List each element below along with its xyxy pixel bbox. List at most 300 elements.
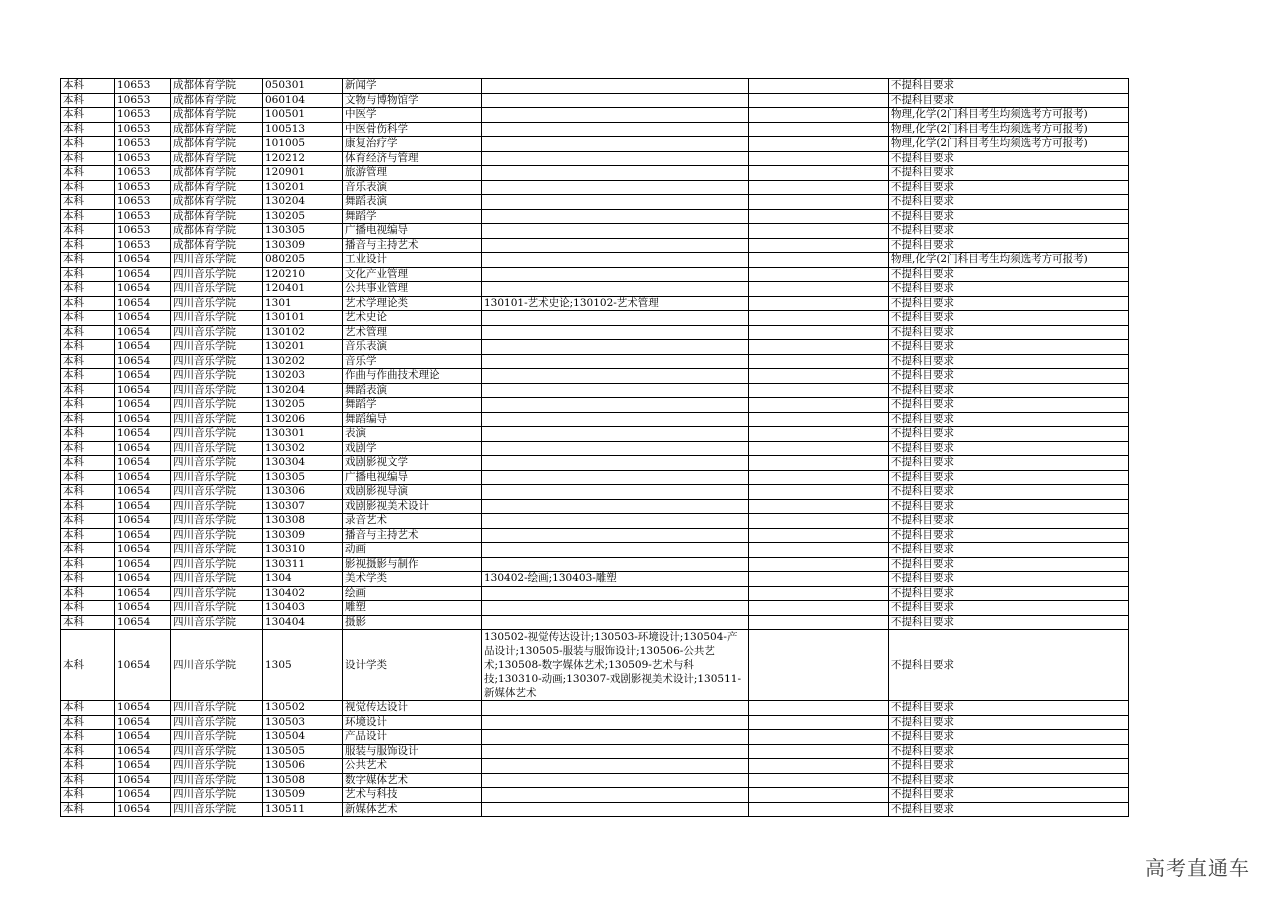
school-name-cell: 四川音乐学院 (171, 514, 263, 529)
school-code-cell: 10654 (115, 253, 171, 268)
subject-requirement-cell: 物理,化学(2门科目考生均须选考方可报考) (889, 253, 1129, 268)
major-name-cell: 舞蹈学 (343, 398, 482, 413)
table-row (61, 369, 1129, 384)
level-cell: 本科 (61, 701, 115, 716)
major-name-cell: 戏剧影视文学 (343, 456, 482, 471)
school-code-cell: 10654 (115, 427, 171, 442)
blank-cell (749, 398, 889, 413)
major-name-cell: 舞蹈表演 (343, 383, 482, 398)
level-cell: 本科 (61, 543, 115, 558)
blank-cell (749, 354, 889, 369)
major-code-cell: 130204 (263, 195, 343, 210)
major-name-cell: 音乐表演 (343, 340, 482, 355)
blank-cell (749, 224, 889, 239)
table-row (61, 340, 1129, 355)
major-name-cell: 美术学类 (343, 572, 482, 587)
major-code-cell: 130204 (263, 383, 343, 398)
level-cell: 本科 (61, 630, 115, 701)
major-code-cell: 130403 (263, 601, 343, 616)
level-cell: 本科 (61, 715, 115, 730)
level-cell: 本科 (61, 441, 115, 456)
subject-requirement-cell: 不提科目要求 (889, 93, 1129, 108)
blank-cell (749, 630, 889, 701)
major-code-cell: 130505 (263, 744, 343, 759)
major-code-cell: 100501 (263, 108, 343, 123)
major-name-cell: 公共事业管理 (343, 282, 482, 297)
level-cell: 本科 (61, 456, 115, 471)
blank-cell (749, 701, 889, 716)
subject-requirement-cell: 不提科目要求 (889, 470, 1129, 485)
included-majors-cell (482, 253, 749, 268)
major-code-cell: 130205 (263, 209, 343, 224)
major-name-cell: 艺术与科技 (343, 788, 482, 803)
school-code-cell: 10654 (115, 470, 171, 485)
school-name-cell: 四川音乐学院 (171, 311, 263, 326)
blank-cell (749, 601, 889, 616)
major-code-cell: 130402 (263, 586, 343, 601)
major-code-cell: 130307 (263, 499, 343, 514)
school-code-cell: 10653 (115, 93, 171, 108)
blank-cell (749, 238, 889, 253)
included-majors-cell (482, 586, 749, 601)
included-majors-cell (482, 730, 749, 745)
subject-requirement-cell: 不提科目要求 (889, 151, 1129, 166)
major-code-cell: 130503 (263, 715, 343, 730)
school-name-cell: 四川音乐学院 (171, 456, 263, 471)
school-code-cell: 10654 (115, 456, 171, 471)
included-majors-cell: 130402-绘画;130403-雕塑 (482, 572, 749, 587)
school-code-cell: 10654 (115, 412, 171, 427)
major-code-cell: 130509 (263, 788, 343, 803)
school-code-cell: 10654 (115, 383, 171, 398)
included-majors-cell (482, 137, 749, 152)
level-cell: 本科 (61, 572, 115, 587)
major-name-cell: 艺术史论 (343, 311, 482, 326)
level-cell: 本科 (61, 195, 115, 210)
school-name-cell: 成都体育学院 (171, 180, 263, 195)
level-cell: 本科 (61, 514, 115, 529)
table-row (61, 195, 1129, 210)
school-code-cell: 10654 (115, 441, 171, 456)
included-majors-cell (482, 802, 749, 817)
level-cell: 本科 (61, 586, 115, 601)
major-code-cell: 130508 (263, 773, 343, 788)
included-majors-cell (482, 311, 749, 326)
included-majors-cell (482, 282, 749, 297)
blank-cell (749, 296, 889, 311)
blank-cell (749, 730, 889, 745)
major-name-cell: 公共艺术 (343, 759, 482, 774)
school-name-cell: 成都体育学院 (171, 209, 263, 224)
school-name-cell: 成都体育学院 (171, 238, 263, 253)
blank-cell (749, 166, 889, 181)
school-code-cell: 10654 (115, 730, 171, 745)
included-majors-cell (482, 456, 749, 471)
included-majors-cell (482, 398, 749, 413)
table-row (61, 773, 1129, 788)
blank-cell (749, 195, 889, 210)
included-majors-cell (482, 543, 749, 558)
table-row (61, 730, 1129, 745)
major-name-cell: 体育经济与管理 (343, 151, 482, 166)
major-name-cell: 新媒体艺术 (343, 802, 482, 817)
school-name-cell: 四川音乐学院 (171, 701, 263, 716)
major-code-cell: 050301 (263, 79, 343, 94)
school-name-cell: 四川音乐学院 (171, 586, 263, 601)
table-row (61, 470, 1129, 485)
included-majors-cell (482, 759, 749, 774)
table-row (61, 615, 1129, 630)
included-majors-cell (482, 195, 749, 210)
school-code-cell: 10653 (115, 79, 171, 94)
subject-requirement-cell: 不提科目要求 (889, 485, 1129, 500)
included-majors-cell (482, 340, 749, 355)
major-code-cell: 130201 (263, 180, 343, 195)
level-cell: 本科 (61, 137, 115, 152)
school-name-cell: 四川音乐学院 (171, 572, 263, 587)
level-cell: 本科 (61, 253, 115, 268)
blank-cell (749, 499, 889, 514)
table-row (61, 601, 1129, 616)
subject-requirement-cell: 不提科目要求 (889, 601, 1129, 616)
included-majors-cell (482, 238, 749, 253)
blank-cell (749, 528, 889, 543)
level-cell: 本科 (61, 238, 115, 253)
table-row (61, 122, 1129, 137)
level-cell: 本科 (61, 369, 115, 384)
table-row (61, 253, 1129, 268)
major-code-cell: 130206 (263, 412, 343, 427)
major-name-cell: 广播电视编导 (343, 224, 482, 239)
table-row (61, 282, 1129, 297)
school-code-cell: 10653 (115, 108, 171, 123)
table-row (61, 788, 1129, 803)
table-row (61, 485, 1129, 500)
major-code-cell: 060104 (263, 93, 343, 108)
school-code-cell: 10654 (115, 601, 171, 616)
included-majors-cell (482, 788, 749, 803)
level-cell: 本科 (61, 282, 115, 297)
school-name-cell: 四川音乐学院 (171, 730, 263, 745)
school-name-cell: 四川音乐学院 (171, 354, 263, 369)
school-name-cell: 成都体育学院 (171, 122, 263, 137)
school-code-cell: 10654 (115, 630, 171, 701)
school-name-cell: 四川音乐学院 (171, 470, 263, 485)
subject-requirement-cell: 不提科目要求 (889, 730, 1129, 745)
school-code-cell: 10653 (115, 238, 171, 253)
level-cell: 本科 (61, 296, 115, 311)
school-name-cell: 四川音乐学院 (171, 441, 263, 456)
blank-cell (749, 485, 889, 500)
school-name-cell: 四川音乐学院 (171, 369, 263, 384)
school-name-cell: 四川音乐学院 (171, 398, 263, 413)
school-name-cell: 四川音乐学院 (171, 601, 263, 616)
school-code-cell: 10654 (115, 325, 171, 340)
included-majors-cell (482, 325, 749, 340)
level-cell: 本科 (61, 383, 115, 398)
table-row (61, 79, 1129, 94)
major-name-cell: 文化产业管理 (343, 267, 482, 282)
school-code-cell: 10654 (115, 701, 171, 716)
subject-requirement-cell: 不提科目要求 (889, 715, 1129, 730)
school-code-cell: 10654 (115, 572, 171, 587)
included-majors-cell (482, 427, 749, 442)
school-code-cell: 10654 (115, 398, 171, 413)
school-code-cell: 10654 (115, 340, 171, 355)
level-cell: 本科 (61, 615, 115, 630)
table-row (61, 93, 1129, 108)
subject-requirement-cell: 不提科目要求 (889, 456, 1129, 471)
school-name-cell: 四川音乐学院 (171, 715, 263, 730)
school-code-cell: 10654 (115, 528, 171, 543)
major-code-cell: 130102 (263, 325, 343, 340)
major-code-cell: 100513 (263, 122, 343, 137)
table-row (61, 630, 1129, 701)
subject-requirement-cell: 不提科目要求 (889, 557, 1129, 572)
blank-cell (749, 514, 889, 529)
level-cell: 本科 (61, 224, 115, 239)
school-name-cell: 四川音乐学院 (171, 759, 263, 774)
major-code-cell: 120210 (263, 267, 343, 282)
table-row (61, 383, 1129, 398)
major-name-cell: 舞蹈编导 (343, 412, 482, 427)
major-name-cell: 工业设计 (343, 253, 482, 268)
blank-cell (749, 325, 889, 340)
school-code-cell: 10654 (115, 802, 171, 817)
subject-requirement-cell: 不提科目要求 (889, 180, 1129, 195)
subject-requirement-cell: 不提科目要求 (889, 543, 1129, 558)
subject-requirement-cell: 物理,化学(2门科目考生均须选考方可报考) (889, 137, 1129, 152)
major-code-cell: 130404 (263, 615, 343, 630)
level-cell: 本科 (61, 79, 115, 94)
school-code-cell: 10654 (115, 715, 171, 730)
included-majors-cell (482, 93, 749, 108)
subject-requirement-cell: 不提科目要求 (889, 296, 1129, 311)
school-name-cell: 成都体育学院 (171, 151, 263, 166)
included-majors-cell (482, 557, 749, 572)
blank-cell (749, 93, 889, 108)
subject-requirement-cell: 不提科目要求 (889, 630, 1129, 701)
table-row (61, 108, 1129, 123)
table-row (61, 151, 1129, 166)
major-name-cell: 中医骨伤科学 (343, 122, 482, 137)
subject-requirement-cell: 不提科目要求 (889, 514, 1129, 529)
subject-requirement-cell: 不提科目要求 (889, 311, 1129, 326)
subject-requirement-cell: 不提科目要求 (889, 79, 1129, 94)
level-cell: 本科 (61, 744, 115, 759)
included-majors-cell (482, 383, 749, 398)
blank-cell (749, 586, 889, 601)
school-code-cell: 10654 (115, 744, 171, 759)
school-name-cell: 成都体育学院 (171, 93, 263, 108)
school-name-cell: 成都体育学院 (171, 79, 263, 94)
school-name-cell: 四川音乐学院 (171, 557, 263, 572)
level-cell: 本科 (61, 354, 115, 369)
school-name-cell: 四川音乐学院 (171, 267, 263, 282)
subject-requirement-cell: 不提科目要求 (889, 759, 1129, 774)
table-row (61, 412, 1129, 427)
major-name-cell: 数字媒体艺术 (343, 773, 482, 788)
blank-cell (749, 151, 889, 166)
blank-cell (749, 715, 889, 730)
blank-cell (749, 788, 889, 803)
major-name-cell: 产品设计 (343, 730, 482, 745)
school-code-cell: 10654 (115, 514, 171, 529)
major-name-cell: 动画 (343, 543, 482, 558)
major-code-cell: 101005 (263, 137, 343, 152)
included-majors-cell (482, 470, 749, 485)
level-cell: 本科 (61, 802, 115, 817)
school-code-cell: 10654 (115, 282, 171, 297)
major-name-cell: 录音艺术 (343, 514, 482, 529)
subject-requirement-cell: 不提科目要求 (889, 701, 1129, 716)
table-body (61, 79, 1129, 817)
level-cell: 本科 (61, 267, 115, 282)
level-cell: 本科 (61, 412, 115, 427)
major-code-cell: 130305 (263, 470, 343, 485)
major-name-cell: 舞蹈学 (343, 209, 482, 224)
school-code-cell: 10653 (115, 180, 171, 195)
school-code-cell: 10654 (115, 773, 171, 788)
subject-requirement-cell: 不提科目要求 (889, 340, 1129, 355)
school-code-cell: 10654 (115, 499, 171, 514)
blank-cell (749, 427, 889, 442)
level-cell: 本科 (61, 209, 115, 224)
included-majors-cell (482, 514, 749, 529)
major-code-cell: 130502 (263, 701, 343, 716)
table-row (61, 586, 1129, 601)
major-name-cell: 音乐学 (343, 354, 482, 369)
table-row (61, 180, 1129, 195)
table-row (61, 209, 1129, 224)
table-row (61, 166, 1129, 181)
included-majors-cell (482, 499, 749, 514)
included-majors-cell: 130502-视觉传达设计;130503-环境设计;130504-产品设计;130505-服装与服饰设计;130506-公共艺术;130508-数字媒体艺术;130509-艺术与科技;130310-动画;130307-戏剧影视美术设计;130511-新媒体艺术 (482, 630, 749, 701)
table-row (61, 759, 1129, 774)
level-cell: 本科 (61, 557, 115, 572)
major-name-cell: 摄影 (343, 615, 482, 630)
school-name-cell: 四川音乐学院 (171, 282, 263, 297)
school-code-cell: 10653 (115, 151, 171, 166)
major-code-cell: 130506 (263, 759, 343, 774)
school-name-cell: 四川音乐学院 (171, 773, 263, 788)
included-majors-cell (482, 369, 749, 384)
included-majors-cell (482, 412, 749, 427)
school-code-cell: 10654 (115, 586, 171, 601)
level-cell: 本科 (61, 93, 115, 108)
major-code-cell: 130301 (263, 427, 343, 442)
level-cell: 本科 (61, 528, 115, 543)
major-name-cell: 视觉传达设计 (343, 701, 482, 716)
school-name-cell: 四川音乐学院 (171, 325, 263, 340)
blank-cell (749, 759, 889, 774)
blank-cell (749, 137, 889, 152)
level-cell: 本科 (61, 122, 115, 137)
major-name-cell: 表演 (343, 427, 482, 442)
subject-requirement-cell: 不提科目要求 (889, 166, 1129, 181)
subject-requirement-cell: 不提科目要求 (889, 238, 1129, 253)
table-row (61, 137, 1129, 152)
subject-requirement-cell: 不提科目要求 (889, 528, 1129, 543)
subject-requirement-cell: 不提科目要求 (889, 615, 1129, 630)
major-code-cell: 130205 (263, 398, 343, 413)
school-code-cell: 10653 (115, 209, 171, 224)
major-name-cell: 戏剧学 (343, 441, 482, 456)
blank-cell (749, 773, 889, 788)
school-code-cell: 10654 (115, 267, 171, 282)
school-name-cell: 四川音乐学院 (171, 427, 263, 442)
major-name-cell: 影视摄影与制作 (343, 557, 482, 572)
subject-requirement-cell: 不提科目要求 (889, 788, 1129, 803)
table-row (61, 354, 1129, 369)
subject-requirement-cell: 不提科目要求 (889, 773, 1129, 788)
blank-cell (749, 267, 889, 282)
school-name-cell: 四川音乐学院 (171, 528, 263, 543)
blank-cell (749, 470, 889, 485)
table-row (61, 441, 1129, 456)
major-name-cell: 作曲与作曲技术理论 (343, 369, 482, 384)
school-code-cell: 10654 (115, 296, 171, 311)
school-name-cell: 四川音乐学院 (171, 615, 263, 630)
major-code-cell: 1304 (263, 572, 343, 587)
major-code-cell: 130511 (263, 802, 343, 817)
blank-cell (749, 122, 889, 137)
included-majors-cell (482, 715, 749, 730)
major-code-cell: 130202 (263, 354, 343, 369)
major-code-cell: 130302 (263, 441, 343, 456)
level-cell: 本科 (61, 773, 115, 788)
school-name-cell: 成都体育学院 (171, 108, 263, 123)
table-row (61, 325, 1129, 340)
school-name-cell: 四川音乐学院 (171, 499, 263, 514)
major-name-cell: 旅游管理 (343, 166, 482, 181)
school-name-cell: 四川音乐学院 (171, 630, 263, 701)
school-code-cell: 10653 (115, 122, 171, 137)
major-code-cell: 130101 (263, 311, 343, 326)
table-row (61, 715, 1129, 730)
level-cell: 本科 (61, 730, 115, 745)
level-cell: 本科 (61, 311, 115, 326)
major-code-cell: 1305 (263, 630, 343, 701)
table-row (61, 499, 1129, 514)
major-name-cell: 服装与服饰设计 (343, 744, 482, 759)
blank-cell (749, 79, 889, 94)
school-code-cell: 10654 (115, 615, 171, 630)
major-name-cell: 绘画 (343, 586, 482, 601)
subject-requirement-cell: 不提科目要求 (889, 383, 1129, 398)
blank-cell (749, 369, 889, 384)
school-name-cell: 成都体育学院 (171, 137, 263, 152)
blank-cell (749, 456, 889, 471)
level-cell: 本科 (61, 759, 115, 774)
subject-requirement-cell: 物理,化学(2门科目考生均须选考方可报考) (889, 108, 1129, 123)
included-majors-cell (482, 122, 749, 137)
subject-requirement-cell: 不提科目要求 (889, 325, 1129, 340)
major-code-cell: 130304 (263, 456, 343, 471)
level-cell: 本科 (61, 398, 115, 413)
table-row (61, 701, 1129, 716)
school-name-cell: 四川音乐学院 (171, 296, 263, 311)
included-majors-cell: 130101-艺术史论;130102-艺术管理 (482, 296, 749, 311)
major-code-cell: 130311 (263, 557, 343, 572)
level-cell: 本科 (61, 108, 115, 123)
blank-cell (749, 543, 889, 558)
school-code-cell: 10653 (115, 224, 171, 239)
subject-requirements-table (60, 78, 1129, 817)
subject-requirement-cell: 不提科目要求 (889, 441, 1129, 456)
blank-cell (749, 557, 889, 572)
school-name-cell: 四川音乐学院 (171, 412, 263, 427)
